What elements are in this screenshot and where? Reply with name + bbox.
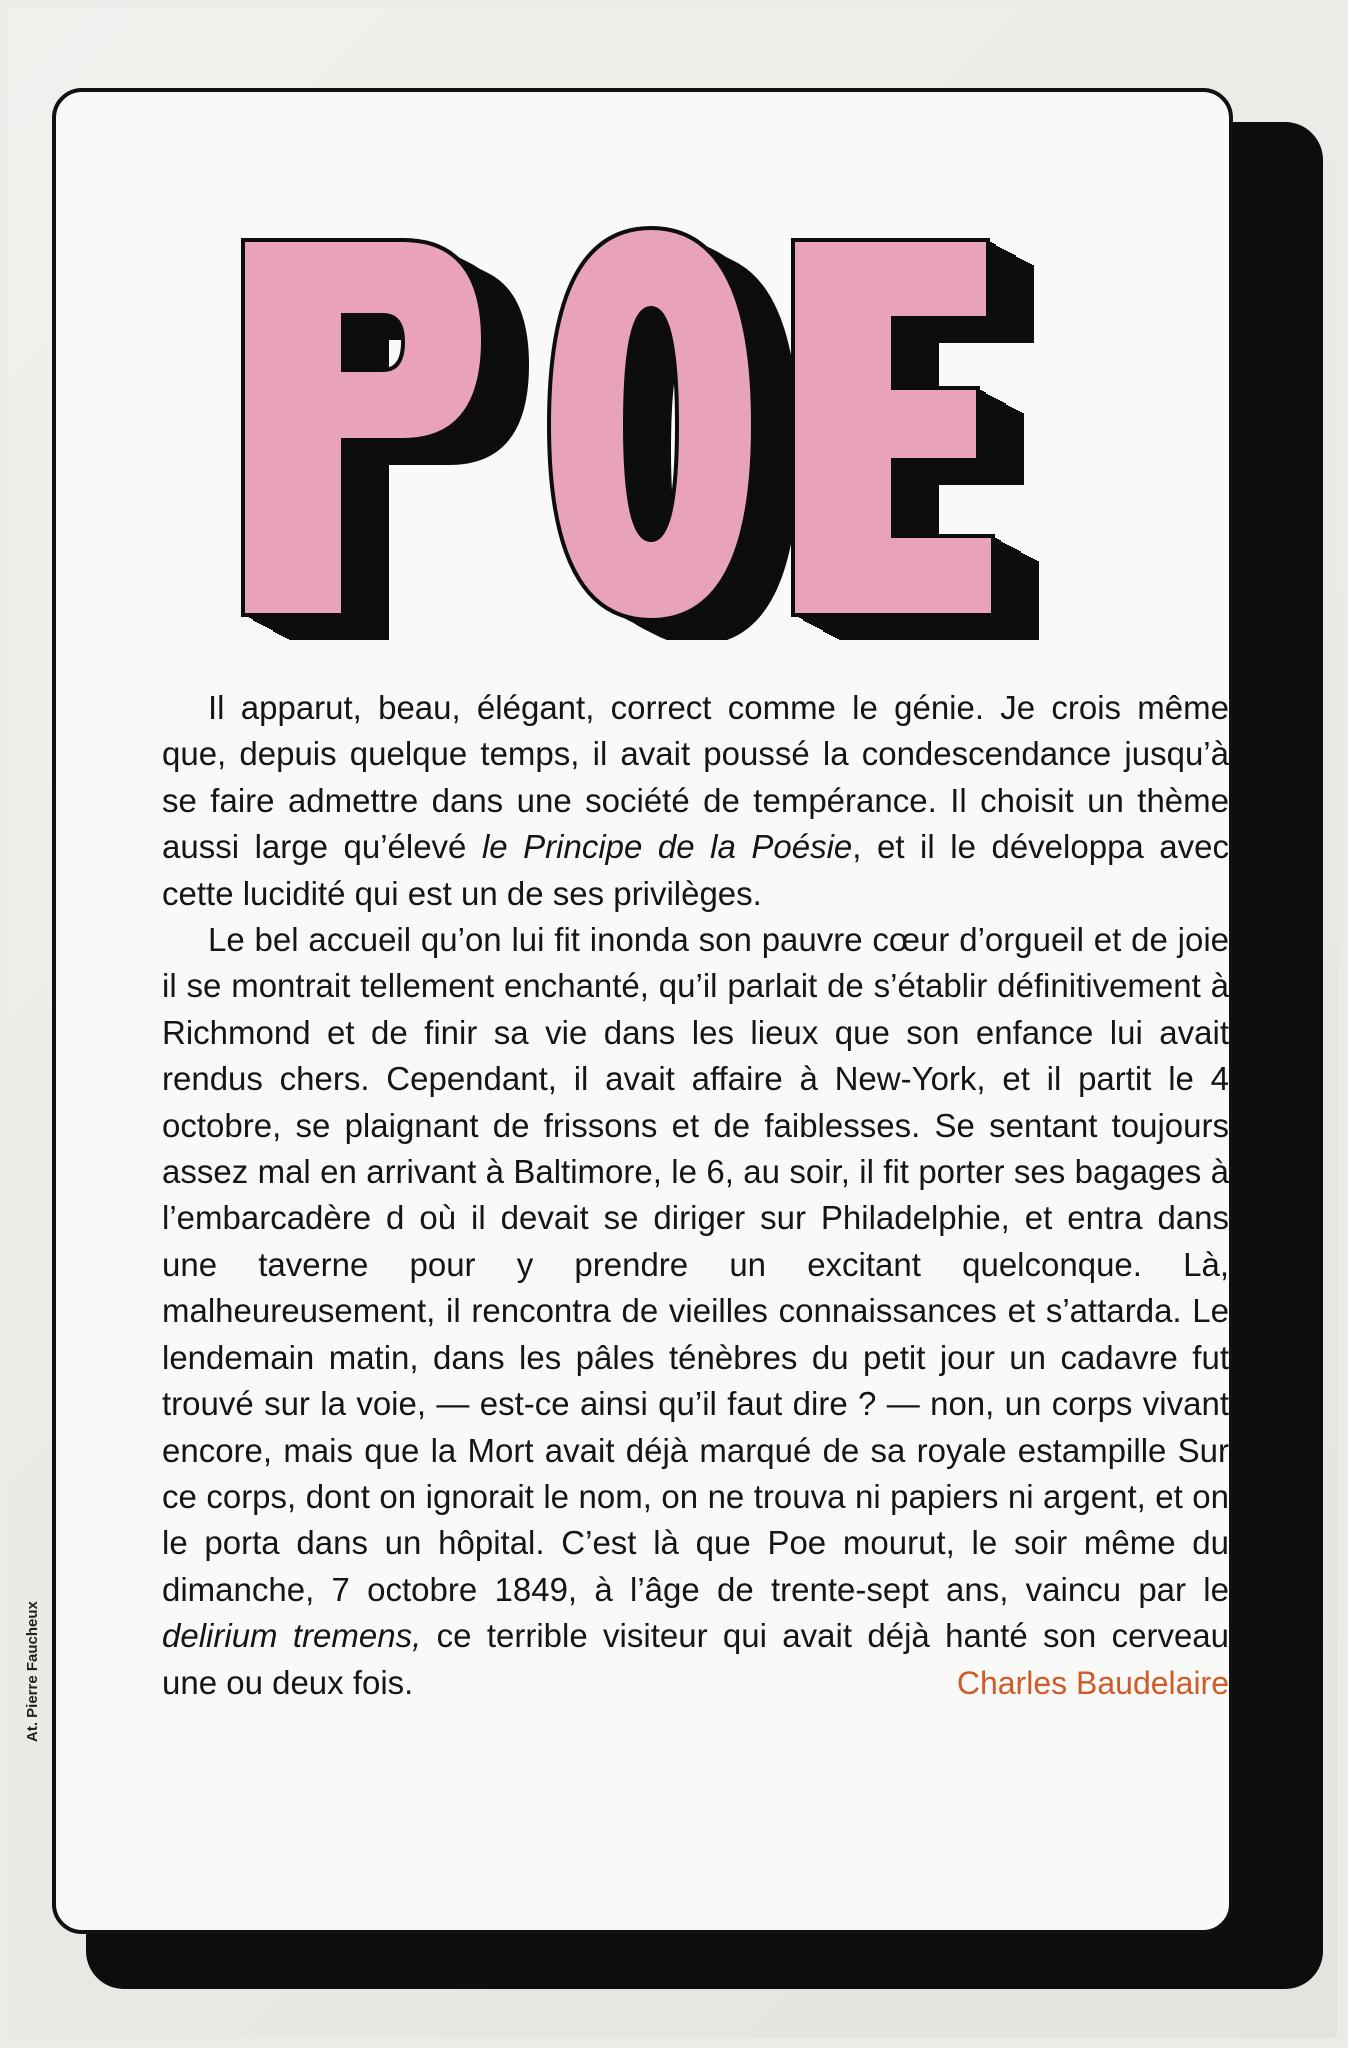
paragraph-2-segment-2: delirium tremens, bbox=[162, 1617, 422, 1655]
paragraph-1-segment-1: Il apparut, beau, élégant, correct comme le génie. Je crois même que, depuis quelque temps, il avait poussé la condescendance jusqu’à se faire admettre dans une société de tempérance. Il choisit un thème aussi large qu’élevé bbox=[162, 689, 1229, 866]
book-back-cover bbox=[8, 8, 1338, 2038]
paragraph-2-segment-1: Le bel accueil qu’on lui fit inonda son pauvre cœur d’orgueil et de joie il se montrait tellement enchanté, qu’il parlait de s’établir définitivement à Richmond et de finir sa vie dans les lieux que son enfance lui avait rendus chers. Cependant, il avait affaire à New-York, et il partit le 4 octobre, se plaignant de frissons et de faiblesses. Se sentant toujours assez mal en arrivant à Baltimore, le 6, au soir, il fit porter ses bagages à l’embarcadère d où il devait se diriger sur Philadelphie, et entra dans une taverne pour y prendre un excitant quelconque. Là, malheureusement, il rencontra de vieilles connaissances et s’attarda. Le lendemain matin, dans les pâles ténèbres du petit jour un cadavre fut trouvé sur la voie, — est-ce ainsi qu’il faut dire ? — non, un corps vivant encore, mais que la Mort avait déjà marqué de sa royale estampille Sur ce corps, dont on ignorait le nom, on ne trouva ni papiers ni argent, et on le porta dans un hôpital. C’est là que Poe mourut, le soir même du dimanche, 7 octobre 1849, à l’âge de trente-sept ans, vaincu par le bbox=[162, 921, 1229, 1608]
paragraph-1-segment-3: , et il le développa avec cette lucidité qui est un de ses privilèges. bbox=[162, 828, 1230, 912]
author-signature: Charles Baudelaire bbox=[956, 1664, 1229, 1701]
letter-e bbox=[793, 240, 993, 615]
paragraph-2 bbox=[162, 917, 1229, 1706]
text-panel bbox=[52, 88, 1233, 1934]
poe-title bbox=[233, 220, 1053, 640]
poe-title-text: POE bbox=[232, 220, 235, 221]
paragraph-2-segment-3: ce terrible visiteur qui avait déjà hanté son cerveau une ou deux fois. bbox=[162, 1617, 1229, 1701]
paragraph-1 bbox=[162, 685, 1229, 917]
title-block bbox=[56, 220, 1229, 640]
quote-text bbox=[162, 685, 1229, 1706]
paragraph-1-segment-2: le Principe de la Poésie bbox=[481, 828, 853, 866]
designer-credit: At. Pierre Faucheux bbox=[24, 1601, 41, 1742]
